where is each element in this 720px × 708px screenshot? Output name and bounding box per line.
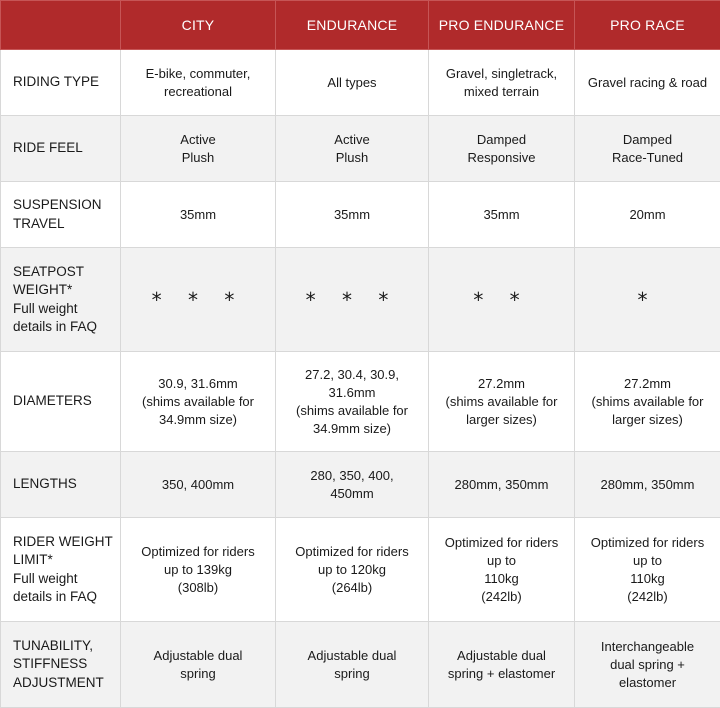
row-label-line: LENGTHS <box>13 475 114 494</box>
cell-line: Optimized for riders <box>282 543 422 561</box>
row-label-line: Full weight <box>13 300 114 319</box>
cell-line: 27.2mm <box>581 375 714 393</box>
cell-line: (shims available for <box>282 402 422 420</box>
cell-line: (242lb) <box>581 588 714 606</box>
cell-line: 35mm <box>127 206 269 224</box>
row-label-line: WEIGHT* <box>13 281 114 300</box>
cell-pro-race <box>575 182 720 248</box>
row-label-line: STIFFNESS <box>13 655 114 674</box>
cell-line: up to 120kg <box>282 561 422 579</box>
cell-pro-endurance <box>429 452 575 518</box>
cell-line: Optimized for riders <box>127 543 269 561</box>
row-label-line: RIDER WEIGHT <box>13 533 114 552</box>
cell-line: larger sizes) <box>435 411 568 429</box>
row-label <box>1 452 121 518</box>
row-label-line: SUSPENSION <box>13 196 114 215</box>
cell-endurance <box>276 182 429 248</box>
cell-pro-race <box>575 248 720 352</box>
table-row <box>1 452 720 518</box>
cell-line: spring <box>127 665 269 683</box>
cell-city <box>121 352 276 452</box>
cell-city <box>121 116 276 182</box>
cell-line: 34.9mm size) <box>282 420 422 438</box>
row-label <box>1 248 121 352</box>
cell-line: larger sizes) <box>581 411 714 429</box>
cell-city <box>121 452 276 518</box>
cell-line: 280, 350, 400, <box>282 467 422 485</box>
cell-pro-race <box>575 116 720 182</box>
cell-line: up to <box>435 552 568 570</box>
row-label-line: Full weight <box>13 570 114 589</box>
row-label <box>1 50 121 116</box>
cell-line: Plush <box>127 149 269 167</box>
cell-pro-race <box>575 352 720 452</box>
weight-rating: * * * <box>282 291 422 309</box>
weight-rating: * * <box>435 291 568 309</box>
table-row <box>1 182 720 248</box>
table-row <box>1 116 720 182</box>
header-row <box>1 1 720 50</box>
cell-line: Damped <box>435 131 568 149</box>
cell-line: mixed terrain <box>435 83 568 101</box>
cell-line: Adjustable dual <box>127 647 269 665</box>
cell-line: (shims available for <box>581 393 714 411</box>
cell-pro-race <box>575 518 720 622</box>
cell-line: spring <box>282 665 422 683</box>
cell-line: recreational <box>127 83 269 101</box>
row-label-line: LIMIT* <box>13 551 114 570</box>
weight-rating: * <box>581 291 714 309</box>
table-row <box>1 622 720 708</box>
table-row <box>1 352 720 452</box>
header-pro-endurance: PRO ENDURANCE <box>429 1 575 50</box>
cell-line: Plush <box>282 149 422 167</box>
cell-line: Active <box>282 131 422 149</box>
cell-line: 27.2, 30.4, 30.9, <box>282 366 422 384</box>
row-label <box>1 518 121 622</box>
row-label <box>1 352 121 452</box>
cell-line: 280mm, 350mm <box>581 476 714 494</box>
cell-line: Adjustable dual <box>435 647 568 665</box>
cell-endurance <box>276 116 429 182</box>
cell-endurance <box>276 248 429 352</box>
cell-pro-endurance <box>429 352 575 452</box>
cell-line: 350, 400mm <box>127 476 269 494</box>
cell-line: 34.9mm size) <box>127 411 269 429</box>
table-row <box>1 248 720 352</box>
cell-pro-endurance <box>429 518 575 622</box>
cell-line: (shims available for <box>127 393 269 411</box>
cell-line: E-bike, commuter, <box>127 65 269 83</box>
cell-line: up to <box>581 552 714 570</box>
cell-pro-race <box>575 452 720 518</box>
cell-line: up to 139kg <box>127 561 269 579</box>
cell-line: 20mm <box>581 206 714 224</box>
cell-pro-endurance <box>429 182 575 248</box>
cell-pro-endurance <box>429 50 575 116</box>
cell-city <box>121 518 276 622</box>
cell-line: 30.9, 31.6mm <box>127 375 269 393</box>
cell-endurance <box>276 452 429 518</box>
cell-line: (shims available for <box>435 393 568 411</box>
cell-line: 110kg <box>435 570 568 588</box>
row-label-line: ADJUSTMENT <box>13 674 114 693</box>
cell-line: (264lb) <box>282 579 422 597</box>
cell-line: 31.6mm <box>282 384 422 402</box>
row-label <box>1 622 121 708</box>
cell-city <box>121 182 276 248</box>
header-corner <box>1 1 121 50</box>
cell-line: Responsive <box>435 149 568 167</box>
cell-line: 35mm <box>282 206 422 224</box>
header-pro-race: PRO RACE <box>575 1 720 50</box>
header-city: CITY <box>121 1 276 50</box>
row-label-line: RIDE FEEL <box>13 139 114 158</box>
cell-endurance <box>276 352 429 452</box>
cell-line: 35mm <box>435 206 568 224</box>
row-label-line: details in FAQ <box>13 588 114 607</box>
cell-line: elastomer <box>581 674 714 692</box>
row-label <box>1 116 121 182</box>
cell-city <box>121 622 276 708</box>
cell-endurance <box>276 518 429 622</box>
row-label-line: DIAMETERS <box>13 392 114 411</box>
cell-line: Race-Tuned <box>581 149 714 167</box>
header-endurance: ENDURANCE <box>276 1 429 50</box>
weight-rating: * * * <box>127 291 269 309</box>
row-label-line: TRAVEL <box>13 215 114 234</box>
table-row <box>1 518 720 622</box>
cell-line: Gravel racing & road <box>581 74 714 92</box>
cell-line: 27.2mm <box>435 375 568 393</box>
cell-line: Gravel, singletrack, <box>435 65 568 83</box>
cell-pro-endurance <box>429 248 575 352</box>
cell-line: spring + elastomer <box>435 665 568 683</box>
cell-pro-endurance <box>429 116 575 182</box>
cell-line: Optimized for riders <box>581 534 714 552</box>
row-label-line: TUNABILITY, <box>13 637 114 656</box>
cell-line: All types <box>282 74 422 92</box>
cell-line: Optimized for riders <box>435 534 568 552</box>
cell-endurance <box>276 50 429 116</box>
cell-line: 110kg <box>581 570 714 588</box>
cell-line: Adjustable dual <box>282 647 422 665</box>
cell-line: dual spring + <box>581 656 714 674</box>
cell-line: 280mm, 350mm <box>435 476 568 494</box>
cell-line: (308lb) <box>127 579 269 597</box>
table-row <box>1 50 720 116</box>
cell-line: Damped <box>581 131 714 149</box>
cell-city <box>121 50 276 116</box>
cell-line: (242lb) <box>435 588 568 606</box>
cell-line: 450mm <box>282 485 422 503</box>
row-label <box>1 182 121 248</box>
row-label-line: details in FAQ <box>13 318 114 337</box>
cell-endurance <box>276 622 429 708</box>
cell-line: Interchangeable <box>581 638 714 656</box>
cell-pro-race <box>575 622 720 708</box>
cell-pro-endurance <box>429 622 575 708</box>
cell-pro-race <box>575 50 720 116</box>
row-label-line: RIDING TYPE <box>13 73 114 92</box>
row-label-line: SEATPOST <box>13 263 114 282</box>
cell-line: Active <box>127 131 269 149</box>
cell-city <box>121 248 276 352</box>
table-body <box>1 50 720 708</box>
